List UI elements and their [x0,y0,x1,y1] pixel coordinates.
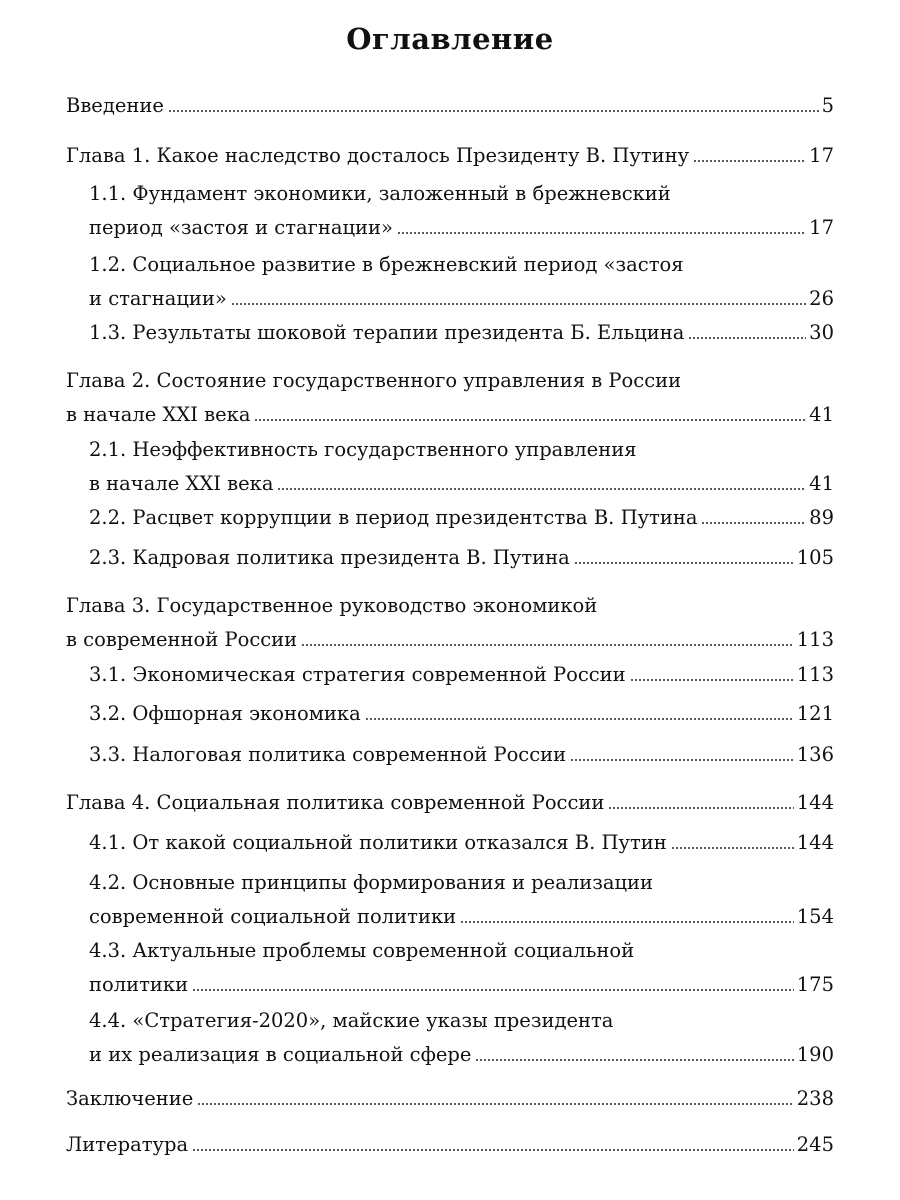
toc-entry-title: Глава 4. Социальная политика современной России [66,791,605,814]
toc-entry-title: 3.1. Экономическая стратегия современной России [89,663,626,686]
toc-entry-section-1-2[interactable] [89,248,834,316]
toc-entry-section-3-1[interactable] [89,658,834,692]
leader-dots [277,486,806,492]
leader-dots [197,1101,793,1107]
toc-entry-title: 3.2. Офшорная экономика [89,702,361,725]
leader-dots [231,301,806,307]
toc-page-number: 105 [796,546,834,569]
toc-entry-title-line1: Глава 3. Государственное руководство экономикой [66,594,598,617]
leader-dots [570,757,794,763]
toc-page-number: 5 [821,94,834,117]
toc-page-number: 41 [809,403,834,426]
leader-dots [630,677,794,683]
toc-page-number: 17 [809,144,834,167]
toc-entry-title: Заключение [66,1087,194,1110]
toc-entry-title-line1: Глава 2. Состояние государственного управления в России [66,369,682,392]
leader-dots [168,108,819,114]
toc-page-number: 154 [796,905,834,928]
toc-entry-title-line2: период «застоя и стагнации» [89,216,393,239]
leader-dots [365,716,794,722]
toc-page-number: 245 [796,1133,834,1156]
leader-dots [693,158,806,164]
toc-entry-conclusion[interactable] [66,1082,834,1116]
leader-dots [301,642,794,648]
toc-entry-title: Литература [66,1133,189,1156]
toc-entry-title-line2: современной социальной политики [89,905,457,928]
toc-page-number: 121 [796,702,834,725]
toc-entry-title-line2: и их реализация в социальной сфере [89,1043,472,1066]
toc-entry-section-3-2[interactable] [89,697,834,731]
toc-page-number: 30 [809,321,834,344]
leader-dots [574,560,794,566]
toc-entry-section-4-2[interactable] [89,866,834,934]
toc-page-number: 26 [809,287,834,310]
toc-page-number: 238 [796,1087,834,1110]
toc-entry-section-1-1[interactable] [89,177,834,245]
leader-dots [254,417,806,423]
toc-entry-title-line1: 1.1. Фундамент экономики, заложенный в брежневский [89,182,671,205]
toc-entry-title-line2: и стагнации» [89,287,227,310]
toc-entry-title-line2: в начале XXI века [89,472,274,495]
toc-page-number: 144 [796,791,834,814]
toc-entry-title: 2.2. Расцвет коррупции в период президентства В. Путина [89,506,698,529]
toc-page-number: 41 [809,472,834,495]
toc-entry-title: 2.3. Кадровая политика президента В. Путина [89,546,570,569]
leader-dots [608,805,793,811]
leader-dots [671,845,794,851]
toc-page-number: 113 [796,628,834,651]
toc-page-number: 136 [796,743,834,766]
leader-dots [701,520,806,526]
leader-dots [688,335,806,341]
toc-entry-section-2-1[interactable] [89,433,834,501]
toc-entry-title: 3.3. Налоговая политика современной России [89,743,567,766]
toc-entry-title: Глава 1. Какое наследство досталось Президенту В. Путину [66,144,690,167]
toc-page-number: 17 [809,216,834,239]
toc-entry-chapter-3[interactable] [66,589,834,657]
toc-page-number: 113 [796,663,834,686]
toc-entry-title-line1: 2.1. Неэффективность государственного управления [89,438,637,461]
toc-page-number: 89 [809,506,834,529]
toc-entry-section-2-3[interactable] [89,541,834,575]
toc-entry-section-1-3[interactable] [89,316,834,350]
leader-dots [460,919,794,925]
toc-entry-title-line1: 4.4. «Стратегия-2020», майские указы президента [89,1009,614,1032]
toc-entry-literature[interactable] [66,1128,834,1162]
leader-dots [397,230,806,236]
toc-entry-section-2-2[interactable] [89,501,834,535]
toc-entry-section-4-1[interactable] [89,826,834,860]
leader-dots [192,1147,794,1153]
toc-page-number: 190 [796,1043,834,1066]
toc-entry-chapter-2[interactable] [66,364,834,432]
toc-entry-chapter-1[interactable] [66,139,834,173]
page-title: Оглавление [346,22,554,56]
toc-entry-title-line2: в современной России [66,628,298,651]
toc-page-number: 175 [796,973,834,996]
toc-page-number: 144 [796,831,834,854]
toc-entry-title-line1: 4.3. Актуальные проблемы современной социальной [89,939,635,962]
leader-dots [192,987,794,993]
toc-entry-section-3-3[interactable] [89,738,834,772]
toc-entry-title-line1: 1.2. Социальное развитие в брежневский период «застоя [89,253,684,276]
toc-entry-title: 4.1. От какой социальной политики отказался В. Путин [89,831,667,854]
leader-dots [475,1057,793,1063]
toc-entry-section-4-4[interactable] [89,1004,834,1072]
toc-entry-title: Введение [66,94,164,117]
toc-entry-introduction[interactable] [66,89,834,123]
toc-entry-title-line2: в начале XXI века [66,403,251,426]
toc-entry-title-line1: 4.2. Основные принципы формирования и реализации [89,871,654,894]
toc-entry-title-line2: политики [89,973,189,996]
toc-entry-chapter-4[interactable] [66,786,834,820]
toc-entry-title: 1.3. Результаты шоковой терапии президента Б. Ельцина [89,321,685,344]
toc-entry-section-4-3[interactable] [89,934,834,1002]
